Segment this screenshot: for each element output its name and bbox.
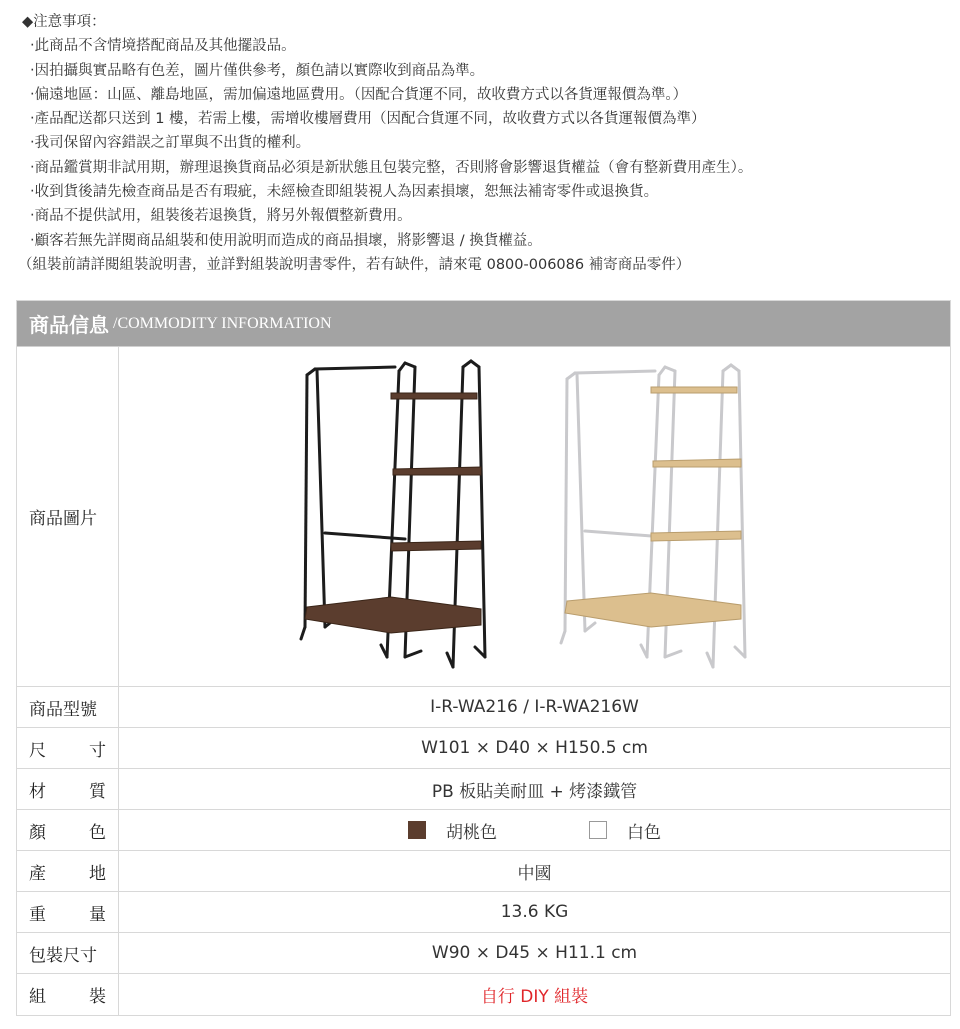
color-option-white xyxy=(589,818,661,843)
spec-value-size: W101 × D40 × H150.5 cm xyxy=(421,738,648,758)
walnut-rack-image xyxy=(295,357,495,677)
spec-row-assembly xyxy=(17,974,950,1015)
note-item: ‧因拍攝與實品略有色差，圖片僅供參考，顏色請以實際收到商品為準。 xyxy=(30,62,485,79)
white-swatch xyxy=(589,821,607,839)
spec-row-weight xyxy=(17,892,950,933)
spec-value-material: PB 板貼美耐皿 + 烤漆鐵管 xyxy=(431,781,638,802)
spec-table xyxy=(16,300,951,1016)
spec-label-weight-b: 量 xyxy=(89,904,106,925)
note-item: ‧我司保留內容錯誤之訂單與不出貨的權利。 xyxy=(30,135,311,152)
spec-row-color xyxy=(17,810,950,851)
spec-value-model: I-R-WA216 / I-R-WA216W xyxy=(430,697,639,717)
note-item: ‧此商品不含情境搭配商品及其他擺設品。 xyxy=(30,38,296,55)
note-item: ‧顧客若無先詳閱商品組裝和使用說明而造成的商品損壞，將影響退 / 換貨權益。 xyxy=(30,232,542,249)
spec-header xyxy=(17,301,950,347)
spec-row-package xyxy=(17,933,950,974)
spec-label-origin xyxy=(17,851,119,891)
spec-row-model xyxy=(17,687,950,728)
spec-row-image xyxy=(17,347,950,687)
spec-label-assembly xyxy=(17,974,119,1015)
note-item: ‧商品鑑賞期非試用期，辦理退換貨商品必須是新狀態且包裝完整，否則將會影響退貨權益（會有整新費用產生）。 xyxy=(30,159,753,176)
spec-row-origin xyxy=(17,851,950,892)
spec-value-weight: 13.6 KG xyxy=(500,902,569,922)
product-image xyxy=(119,347,950,686)
spec-label-image: 商品圖片 xyxy=(17,347,119,686)
color-name-walnut: 胡桃色 xyxy=(446,822,497,843)
notes-section xyxy=(18,10,952,277)
spec-label-color xyxy=(17,810,119,850)
note-item: ‧收到貨後請先檢查商品是否有瑕疵，未經檢查即組裝視人為因素損壞，恕無法補寄零件或退換貨。 xyxy=(30,184,659,201)
walnut-swatch xyxy=(408,821,426,839)
spec-label-weight xyxy=(17,892,119,932)
spec-label-size-b: 寸 xyxy=(89,740,106,761)
spec-label-assembly-a: 組 xyxy=(29,987,46,1007)
spec-label-material-b: 質 xyxy=(89,781,106,802)
note-item: ‧偏遠地區：山區、離島地區，需加偏遠地區費用。（因配合貨運不同，故收費方式以各貨運報價為準。） xyxy=(30,86,688,103)
spec-label-package: 包裝尺寸 xyxy=(17,933,119,973)
spec-label-weight-a: 重 xyxy=(29,904,46,925)
note-item: ‧產品配送都只送到 1 樓，若需上樓，需增收樓層費用（因配合貨運不同，故收費方式以各貨運報價為準） xyxy=(30,111,706,128)
spec-value-origin: 中國 xyxy=(517,863,552,884)
spec-label-size-a: 尺 xyxy=(29,740,46,761)
spec-label-origin-b: 地 xyxy=(89,863,106,884)
spec-row-material xyxy=(17,769,950,810)
spec-value-package: W90 × D45 × H11.1 cm xyxy=(431,943,638,963)
spec-label-origin-a: 產 xyxy=(29,863,46,884)
spec-label-material xyxy=(17,769,119,809)
note-item: ‧商品不提供試用，組裝後若退換貨，將另外報價整新費用。 xyxy=(30,208,412,225)
spec-value-assembly: 自行 DIY 組裝 xyxy=(480,987,589,1007)
notes-footer: （組裝前請詳閱組裝說明書，並詳對組裝說明書零件，若有缺件，請來電 0800-006086 補寄商品零件） xyxy=(18,256,691,273)
spec-header-subtitle: /COMMODITY INFORMATION xyxy=(113,314,332,332)
spec-label-color-a: 顏 xyxy=(29,822,46,843)
notes-title: ◆注意事項： xyxy=(22,14,106,30)
spec-row-size xyxy=(17,728,950,769)
spec-label-model: 商品型號 xyxy=(17,687,119,727)
spec-value-color xyxy=(119,810,950,850)
spec-label-size xyxy=(17,728,119,768)
white-rack-image xyxy=(555,361,755,681)
color-option-walnut xyxy=(408,818,497,843)
spec-label-material-a: 材 xyxy=(29,781,46,802)
spec-label-assembly-b: 裝 xyxy=(89,987,106,1007)
color-name-white: 白色 xyxy=(627,822,661,843)
spec-header-title: 商品信息 xyxy=(29,313,109,337)
spec-label-color-b: 色 xyxy=(89,822,106,843)
